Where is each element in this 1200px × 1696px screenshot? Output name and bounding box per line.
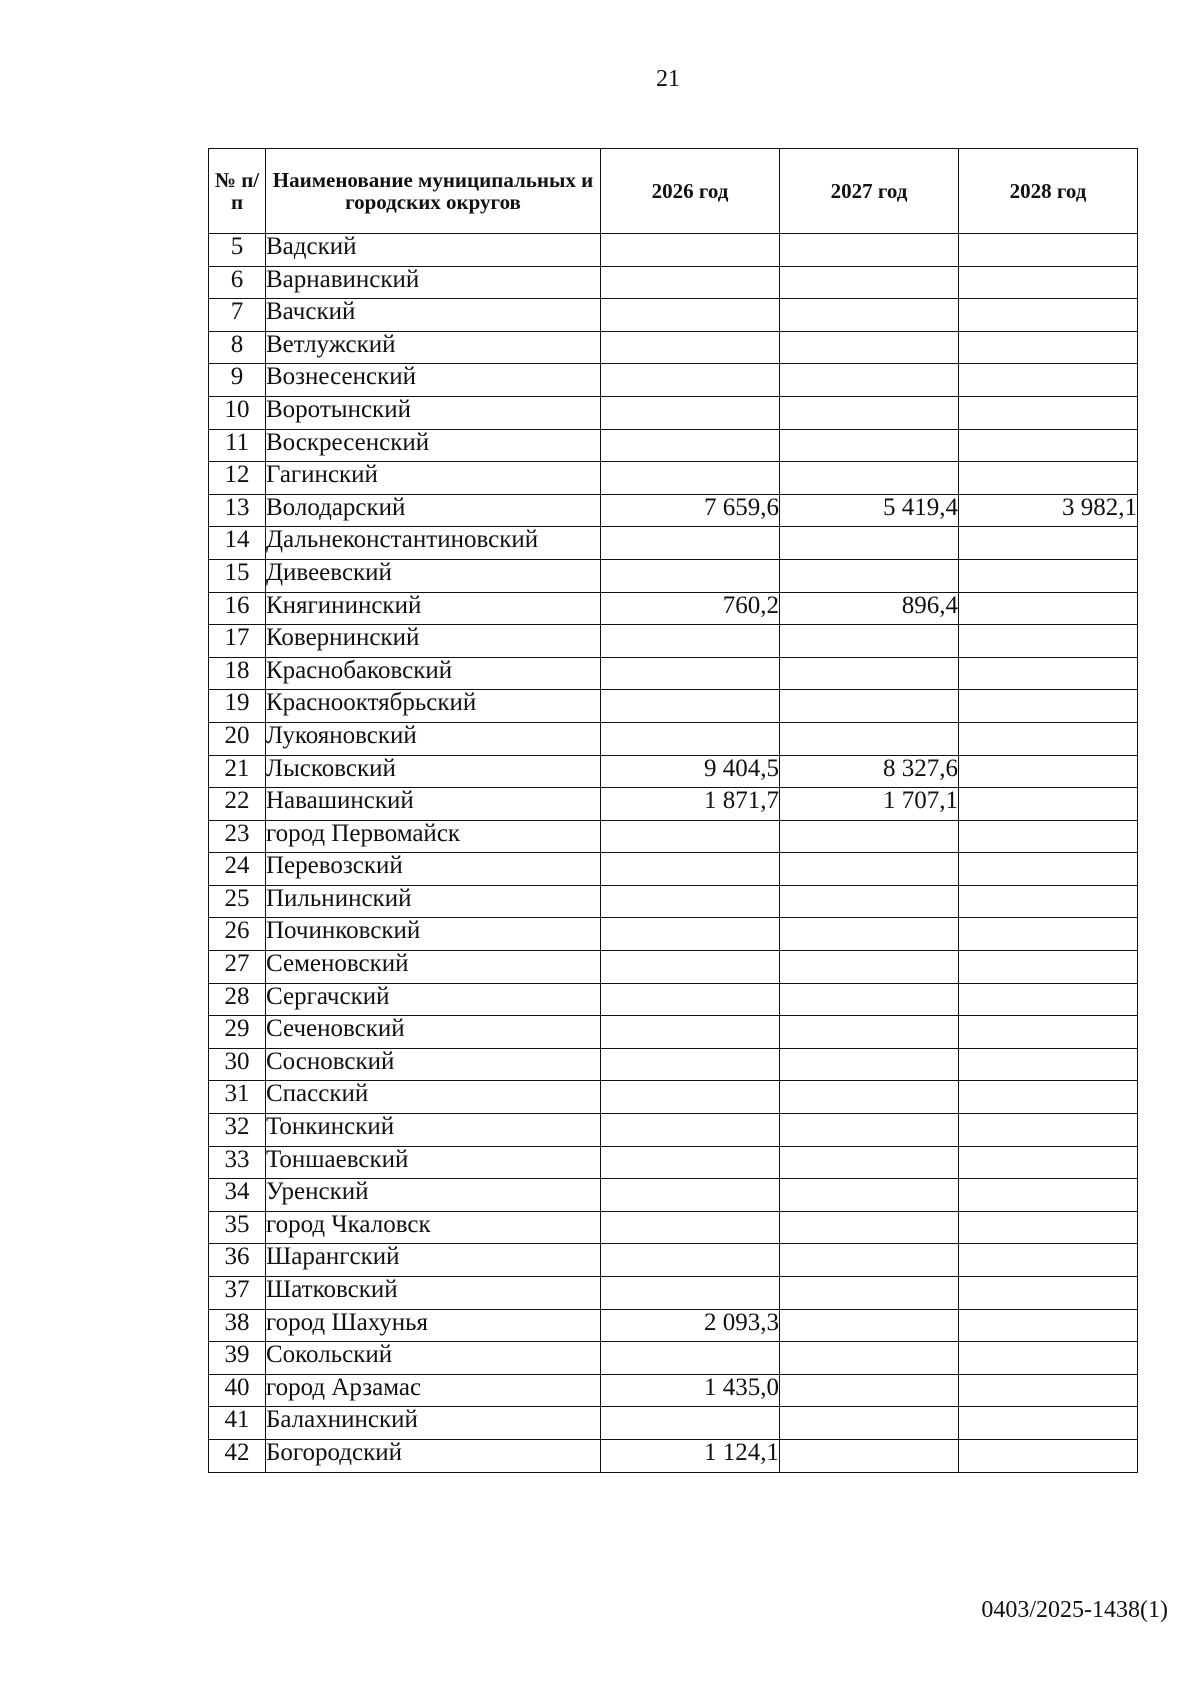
value-2028: [959, 1211, 1138, 1244]
row-number: 26: [209, 918, 266, 951]
table-row: [209, 1342, 1138, 1375]
value-2027: [780, 820, 959, 853]
table-row: [209, 396, 1138, 429]
value-2028: [959, 690, 1138, 723]
value-2026: [601, 559, 780, 592]
value-2027: [780, 690, 959, 723]
table-row: [209, 1211, 1138, 1244]
municipality-name: Лысковский: [266, 755, 601, 788]
municipality-name: Тонкинский: [266, 1114, 601, 1147]
row-number: 6: [209, 266, 266, 299]
row-number: 41: [209, 1407, 266, 1440]
row-number: 32: [209, 1114, 266, 1147]
value-2028: [959, 1179, 1138, 1212]
value-2028: [959, 331, 1138, 364]
value-2026: 760,2: [601, 592, 780, 625]
row-number: 19: [209, 690, 266, 723]
value-2028: [959, 625, 1138, 658]
municipality-name: Краснобаковский: [266, 657, 601, 690]
value-2028: [959, 1407, 1138, 1440]
municipality-name: Балахнинский: [266, 1407, 601, 1440]
municipality-name: город Первомайск: [266, 820, 601, 853]
table-row: [209, 364, 1138, 397]
value-2028: [959, 1309, 1138, 1342]
value-2027: 1 707,1: [780, 788, 959, 821]
table-row: [209, 1114, 1138, 1147]
municipality-name: Володарский: [266, 494, 601, 527]
value-2028: [959, 234, 1138, 267]
value-2028: [959, 951, 1138, 984]
value-2027: [780, 1407, 959, 1440]
table-row: [209, 592, 1138, 625]
table-row: [209, 918, 1138, 951]
value-2028: [959, 918, 1138, 951]
table-row: [209, 788, 1138, 821]
value-2028: [959, 657, 1138, 690]
value-2026: [601, 1407, 780, 1440]
municipality-name: Княгининский: [266, 592, 601, 625]
value-2028: [959, 266, 1138, 299]
municipality-name: Семеновский: [266, 951, 601, 984]
table-row: [209, 1439, 1138, 1472]
row-number: 28: [209, 983, 266, 1016]
table-row: [209, 690, 1138, 723]
table-row: [209, 951, 1138, 984]
table-row: [209, 820, 1138, 853]
municipality-name: Богородский: [266, 1439, 601, 1472]
row-number: 16: [209, 592, 266, 625]
value-2026: [601, 625, 780, 658]
value-2027: [780, 299, 959, 332]
value-2027: [780, 657, 959, 690]
municipality-name: Воротынский: [266, 396, 601, 429]
value-2026: [601, 820, 780, 853]
value-2028: [959, 559, 1138, 592]
value-2026: [601, 364, 780, 397]
row-number: 7: [209, 299, 266, 332]
value-2027: [780, 1179, 959, 1212]
value-2027: [780, 559, 959, 592]
value-2028: [959, 1439, 1138, 1472]
value-2027: 896,4: [780, 592, 959, 625]
municipality-name: Ковернинский: [266, 625, 601, 658]
value-2028: [959, 299, 1138, 332]
page-number: 21: [656, 66, 680, 92]
value-2027: [780, 722, 959, 755]
value-2026: 1 435,0: [601, 1374, 780, 1407]
value-2026: [601, 1277, 780, 1310]
value-2026: [601, 853, 780, 886]
municipality-name: Сокольский: [266, 1342, 601, 1375]
municipality-name: город Чкаловск: [266, 1211, 601, 1244]
row-number: 5: [209, 234, 266, 267]
table-row: [209, 494, 1138, 527]
table-row: [209, 1081, 1138, 1114]
municipality-name: Шарангский: [266, 1244, 601, 1277]
table-row: [209, 1146, 1138, 1179]
municipality-name: Ветлужский: [266, 331, 601, 364]
table-row: [209, 1048, 1138, 1081]
value-2028: [959, 462, 1138, 495]
municipality-name: Воскресенский: [266, 429, 601, 462]
value-2028: [959, 429, 1138, 462]
value-2028: [959, 1244, 1138, 1277]
value-2026: [601, 1342, 780, 1375]
municipality-name: Сергачский: [266, 983, 601, 1016]
value-2027: [780, 918, 959, 951]
value-2027: [780, 234, 959, 267]
row-number: 12: [209, 462, 266, 495]
value-2027: [780, 396, 959, 429]
value-2028: [959, 755, 1138, 788]
value-2026: [601, 331, 780, 364]
row-number: 21: [209, 755, 266, 788]
row-number: 25: [209, 885, 266, 918]
row-number: 30: [209, 1048, 266, 1081]
table-row: [209, 853, 1138, 886]
table-row: [209, 1407, 1138, 1440]
value-2026: [601, 266, 780, 299]
table-row: [209, 1016, 1138, 1049]
row-number: 9: [209, 364, 266, 397]
value-2026: [601, 1114, 780, 1147]
table-row: [209, 527, 1138, 560]
municipality-name: Спасский: [266, 1081, 601, 1114]
municipality-name: Вадский: [266, 234, 601, 267]
row-number: 17: [209, 625, 266, 658]
table-row: [209, 1309, 1138, 1342]
municipality-name: Дальнеконстантиновский: [266, 527, 601, 560]
value-2027: [780, 331, 959, 364]
value-2026: [601, 1146, 780, 1179]
table-row: [209, 1277, 1138, 1310]
value-2027: [780, 1081, 959, 1114]
table-row: [209, 1374, 1138, 1407]
budget-table: [208, 148, 1138, 1473]
row-number: 15: [209, 559, 266, 592]
row-number: 42: [209, 1439, 266, 1472]
row-number: 10: [209, 396, 266, 429]
value-2027: [780, 983, 959, 1016]
row-number: 35: [209, 1211, 266, 1244]
value-2027: [780, 1146, 959, 1179]
municipality-name: Пильнинский: [266, 885, 601, 918]
table-row: [209, 885, 1138, 918]
value-2027: [780, 429, 959, 462]
value-2028: [959, 853, 1138, 886]
row-number: 18: [209, 657, 266, 690]
municipality-name: Вачский: [266, 299, 601, 332]
row-number: 34: [209, 1179, 266, 1212]
row-number: 33: [209, 1146, 266, 1179]
row-number: 24: [209, 853, 266, 886]
municipality-name: город Арзамас: [266, 1374, 601, 1407]
row-number: 11: [209, 429, 266, 462]
value-2027: [780, 853, 959, 886]
value-2026: [601, 1016, 780, 1049]
row-number: 31: [209, 1081, 266, 1114]
table-row: [209, 983, 1138, 1016]
value-2027: [780, 527, 959, 560]
row-number: 36: [209, 1244, 266, 1277]
value-2027: [780, 1211, 959, 1244]
value-2028: [959, 592, 1138, 625]
value-2026: [601, 429, 780, 462]
value-2027: [780, 364, 959, 397]
header-number: № п/п: [209, 149, 266, 234]
value-2028: [959, 1374, 1138, 1407]
value-2028: [959, 1342, 1138, 1375]
municipality-name: город Шахунья: [266, 1309, 601, 1342]
value-2026: [601, 951, 780, 984]
municipality-name: Перевозский: [266, 853, 601, 886]
value-2026: [601, 1211, 780, 1244]
row-number: 39: [209, 1342, 266, 1375]
header-year-2026: 2026 год: [601, 149, 780, 234]
value-2028: [959, 1081, 1138, 1114]
value-2026: 2 093,3: [601, 1309, 780, 1342]
value-2027: [780, 1309, 959, 1342]
table-row: [209, 299, 1138, 332]
value-2028: [959, 364, 1138, 397]
table-row: [209, 1179, 1138, 1212]
value-2028: [959, 983, 1138, 1016]
value-2026: [601, 983, 780, 1016]
municipality-name: Гагинский: [266, 462, 601, 495]
value-2026: [601, 462, 780, 495]
municipality-name: Вознесенский: [266, 364, 601, 397]
municipality-name: Сеченовский: [266, 1016, 601, 1049]
municipality-name: Тоншаевский: [266, 1146, 601, 1179]
municipality-name: Починковский: [266, 918, 601, 951]
value-2028: [959, 527, 1138, 560]
row-number: 27: [209, 951, 266, 984]
value-2027: [780, 1244, 959, 1277]
row-number: 8: [209, 331, 266, 364]
table-row: [209, 429, 1138, 462]
value-2027: 8 327,6: [780, 755, 959, 788]
municipality-name: Уренский: [266, 1179, 601, 1212]
value-2027: [780, 462, 959, 495]
value-2026: [601, 299, 780, 332]
value-2027: [780, 1277, 959, 1310]
row-number: 20: [209, 722, 266, 755]
municipality-name: Дивеевский: [266, 559, 601, 592]
header-year-2028: 2028 год: [959, 149, 1138, 234]
value-2027: [780, 1374, 959, 1407]
value-2026: [601, 1244, 780, 1277]
row-number: 37: [209, 1277, 266, 1310]
table-row: [209, 625, 1138, 658]
value-2027: [780, 1342, 959, 1375]
table-header-row: [209, 149, 1138, 234]
row-number: 29: [209, 1016, 266, 1049]
value-2028: [959, 788, 1138, 821]
value-2027: [780, 1048, 959, 1081]
header-year-2027: 2027 год: [780, 149, 959, 234]
value-2028: [959, 396, 1138, 429]
table-row: [209, 331, 1138, 364]
value-2027: [780, 266, 959, 299]
value-2027: [780, 625, 959, 658]
value-2026: [601, 1081, 780, 1114]
value-2027: [780, 951, 959, 984]
value-2026: [601, 918, 780, 951]
value-2028: [959, 1048, 1138, 1081]
table-row: [209, 559, 1138, 592]
value-2027: [780, 885, 959, 918]
value-2028: [959, 1277, 1138, 1310]
value-2026: [601, 527, 780, 560]
value-2026: [601, 722, 780, 755]
row-number: 13: [209, 494, 266, 527]
value-2027: [780, 1439, 959, 1472]
value-2028: 3 982,1: [959, 494, 1138, 527]
value-2028: [959, 1114, 1138, 1147]
value-2028: [959, 820, 1138, 853]
row-number: 23: [209, 820, 266, 853]
table-row: [209, 657, 1138, 690]
municipality-name: Краснооктябрьский: [266, 690, 601, 723]
table-row: [209, 722, 1138, 755]
value-2026: [601, 396, 780, 429]
row-number: 38: [209, 1309, 266, 1342]
municipality-name: Навашинский: [266, 788, 601, 821]
value-2028: [959, 1146, 1138, 1179]
value-2026: 1 871,7: [601, 788, 780, 821]
value-2026: [601, 1179, 780, 1212]
value-2026: [601, 885, 780, 918]
header-municipality-name: Наименование муниципальных и городских округов: [266, 149, 601, 234]
value-2028: [959, 722, 1138, 755]
value-2026: [601, 690, 780, 723]
table-row: [209, 234, 1138, 267]
document-code: 0403/2025-1438(1): [981, 1597, 1168, 1623]
table-row: [209, 1244, 1138, 1277]
value-2027: [780, 1016, 959, 1049]
value-2026: 9 404,5: [601, 755, 780, 788]
value-2027: [780, 1114, 959, 1147]
municipality-name: Лукояновский: [266, 722, 601, 755]
value-2028: [959, 885, 1138, 918]
value-2026: [601, 234, 780, 267]
row-number: 40: [209, 1374, 266, 1407]
value-2026: 7 659,6: [601, 494, 780, 527]
municipality-name: Варнавинский: [266, 266, 601, 299]
row-number: 22: [209, 788, 266, 821]
row-number: 14: [209, 527, 266, 560]
table-row: [209, 755, 1138, 788]
value-2028: [959, 1016, 1138, 1049]
table-body: [209, 234, 1138, 1473]
value-2026: [601, 657, 780, 690]
municipality-name: Шатковский: [266, 1277, 601, 1310]
table-row: [209, 462, 1138, 495]
value-2026: [601, 1048, 780, 1081]
municipality-name: Сосновский: [266, 1048, 601, 1081]
value-2026: 1 124,1: [601, 1439, 780, 1472]
table-row: [209, 266, 1138, 299]
value-2027: 5 419,4: [780, 494, 959, 527]
